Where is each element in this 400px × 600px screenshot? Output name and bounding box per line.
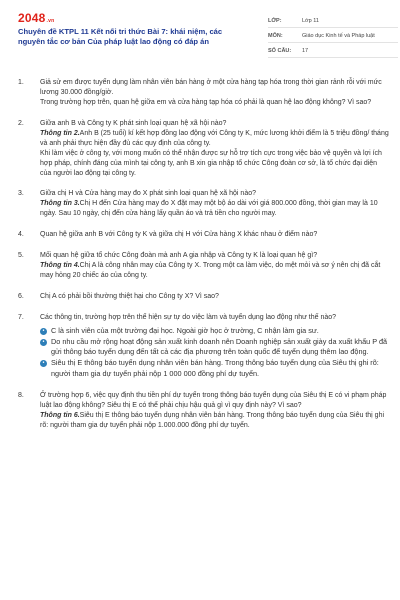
info-label: Thông tin 4. [40,262,80,270]
question-item [18,119,390,179]
question-body [40,313,390,380]
info-text: Anh B (25 tuổi) kí kết hợp đồng lao động với Công ty K, mức lương khởi điểm là 5 triệu đồng/ tháng và anh phải thực hiện đầy đủ các quy định của công ty. [40,129,389,147]
question-text: Khi làm việc ở công ty, với mong muốn có thể nhận được sự hỗ trợ tích cực trong việc bảo vệ quyền và lợi ích hợp pháp, chính đáng của mình tại công ty, anh B xin gia nhập tổ chức Công đoàn cơ sở, là tổ chức đại diện của người lao động tại công ty. [40,149,382,177]
logo-suffix: .vn [46,18,55,24]
bullet-text: Do nhu cầu mở rộng hoạt động sản xuất kinh doanh nên Doanh nghiệp sản xuất giày da xuất khẩu P đã gửi thông báo tuyển dụng đến tất cả các địa phương trên toàn quốc để tuyển dụng thêm lao động. [51,337,388,357]
question-text: Giữa chị H và Cửa hàng may đo X phát sinh loại quan hệ xã hội nào? [40,190,257,198]
info-paragraph [40,199,390,219]
question-body [40,292,390,302]
question-body [40,78,390,108]
logo-main: 2048 [18,11,46,25]
question-item [18,292,390,302]
info-label: Thông tin 3. [40,200,80,208]
meta-value: Lớp 11 [302,17,319,24]
question-item [18,189,390,219]
question-text: Chị A có phải bồi thường thiệt hại cho Công ty X? Vì sao? [40,293,219,300]
question-list [18,78,390,442]
info-text: Chị H đến Cửa hàng may đo X đặt may một bộ áo dài với giá 800.000 đồng, thời gian may là 10 ngày. Sau 10 ngày, chị đến cửa hàng lấy quần áo và trả tiền cho người may. [40,200,378,218]
question-body [40,119,390,179]
meta-label: SỐ CÂU: [268,47,292,54]
meta-row-count [268,46,398,58]
info-paragraph [40,411,390,431]
question-number: 3. [18,190,24,198]
bullet-list [40,326,390,379]
question-body [40,189,390,219]
bullet-text: C là sinh viên của một trường đại học. Ngoài giờ học ở trường, C nhận làm gia sư. [51,325,319,335]
info-circle-icon: • [40,328,47,335]
question-item [18,78,390,108]
question-text: Quan hệ giữa anh B với Công ty K và giữa chị H với Cửa hàng X khác nhau ở điểm nào? [40,231,318,239]
question-number: 1. [18,79,24,86]
info-label: Thông tin 6. [40,411,80,419]
info-label: Thông tin 2. [40,129,80,137]
question-item [18,391,390,431]
question-body [40,251,390,281]
question-item [18,230,390,240]
document-title: Chuyên đề KTPL 11 Kết nối tri thức Bài 7: khái niệm, các nguyên tắc cơ bản Của pháp luật lao động có đáp án [18,27,223,47]
info-circle-icon: • [40,360,47,367]
bullet-text: Siêu thị E thông báo tuyển dụng nhân viên bán hàng. Trong thông báo tuyển dụng của Siêu thị ghi rõ: người tham gia dự tuyển phải nộp 1 000 000 đồng phí dự tuyển. [51,358,379,378]
site-logo[interactable] [18,10,54,27]
question-number: 8. [18,391,24,399]
info-text: Siêu thị E thông báo tuyển dụng nhân viên bán hàng. Trong thông báo tuyển dụng của Siêu thị ghi rõ: người tham gia dự tuyển phải nộp 1.000.000 đồng phí dự tuyển. [40,411,385,429]
meta-row-class [268,16,398,28]
bullet-item [40,358,390,378]
question-number: 6. [18,293,24,300]
document-meta [268,16,398,61]
info-circle-icon: • [40,339,47,346]
info-paragraph [40,129,390,149]
bullet-item [40,326,390,336]
question-number: 4. [18,231,24,239]
bullet-item [40,337,390,357]
question-number: 7. [18,313,24,321]
question-text: Ở trường hợp 6, việc quy định thu tiền phí dự tuyển trong thông báo tuyển dụng của Siêu thị E có vi phạm pháp luật lao động không? Siêu thị E có thể phải chịu hậu quả gì vì quy định này? Vì sao? [40,391,387,409]
document-header [18,10,388,70]
question-text: Giữa anh B và Công ty K phát sinh loại quan hệ xã hội nào? [40,119,227,127]
question-item [18,313,390,380]
meta-label: LỚP: [268,17,282,24]
question-number: 2. [18,119,24,127]
question-number: 5. [18,252,24,260]
meta-value: Giáo dục Kinh tế và Pháp luật [302,32,375,39]
info-paragraph [40,261,390,281]
question-body [40,391,390,431]
meta-label: MÔN: [268,32,283,39]
question-text: Mối quan hệ giữa tổ chức Công đoàn mà anh A gia nhập và Công ty K là loại quan hệ gì? [40,252,318,260]
question-body [40,230,390,240]
question-text: Giả sử em được tuyển dụng làm nhân viên bán hàng ở một cửa hàng tạp hóa trong thời gian rảnh rỗi với mức lương 30.000 đồng/giờ. [40,79,382,96]
question-item [18,251,390,281]
meta-row-subject [268,31,398,43]
info-text: Chị A là công nhân may của Công ty X. Trong một ca làm việc, do mệt mỏi và sơ ý nên chị đã cắt may hỏng 20 chiếc áo của công ty. [40,262,381,280]
question-text: Các thông tin, trường hợp trên thể hiện sự tự do việc làm và tuyển dụng lao động như thế nào? [40,313,337,321]
meta-value: 17 [302,47,309,54]
question-text: Trong trường hợp trên, quan hệ giữa em và cửa hàng tạp hóa có phải là quan hệ lao động không? Vì sao? [40,98,372,106]
